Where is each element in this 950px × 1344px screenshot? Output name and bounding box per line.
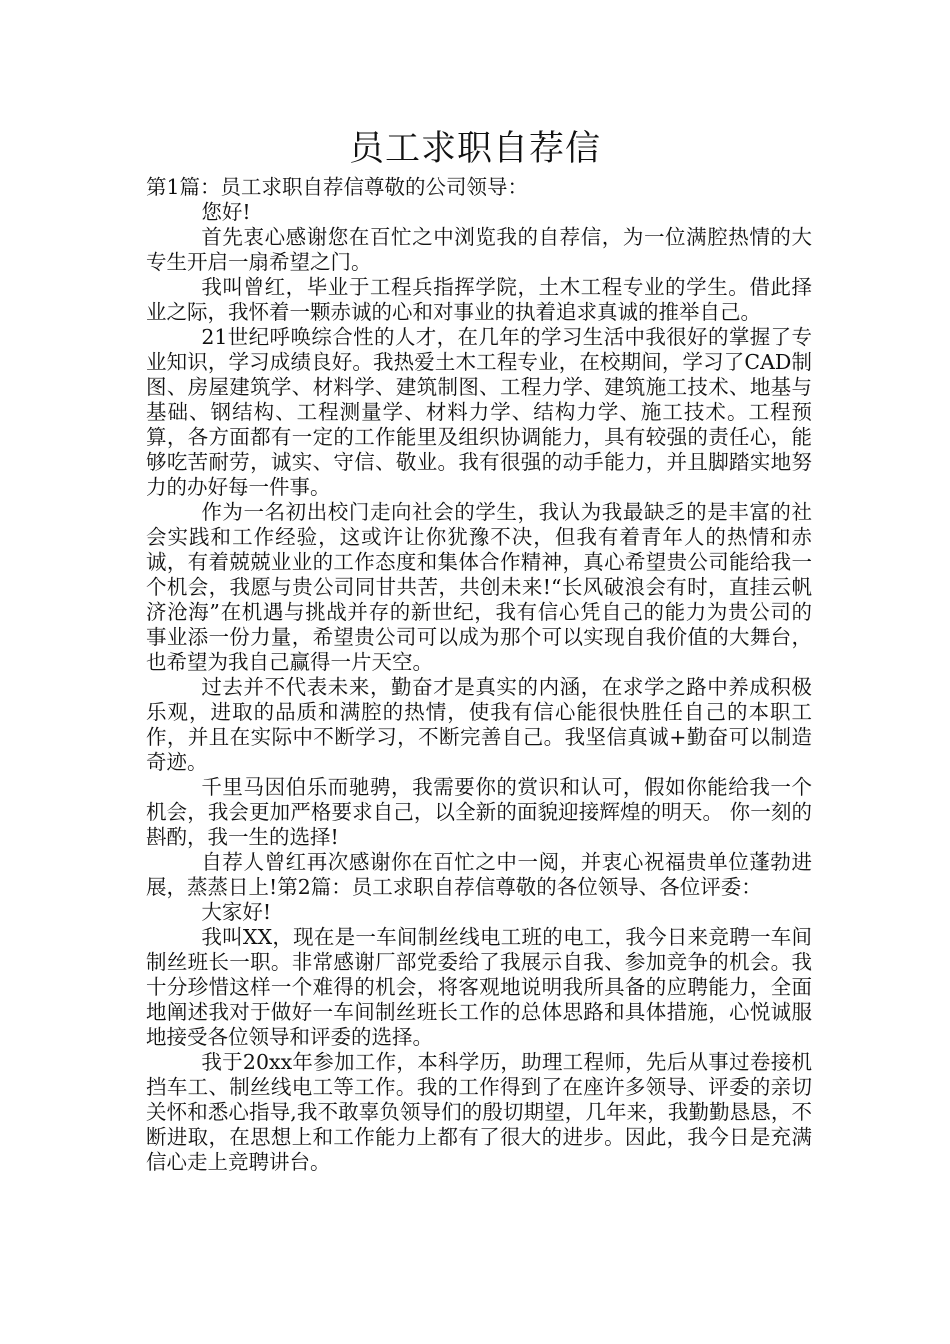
- paragraph: 您好!: [201, 200, 251, 224]
- paragraph: 第1篇：员工求职自荐信尊敬的公司领导：: [146, 175, 529, 199]
- paragraph: 我于20xx年参加工作，本科学历，助理工程师，先后从事过卷接机挡车工、制丝线电工等工作。我的工作得到了在座许多领导、评委的亲切关怀和悉心指导,我不敢辜负领导们的殷切期望，几年来，我勤勤恳恳，不断进取，在思想上和工作能力上都有了很大的进步。因此，我今日是充满信心走上竞聘讲台。: [146, 1050, 812, 1174]
- paragraph: 大家好!: [201, 900, 272, 924]
- paragraph: 首先衷心感谢您在百忙之中浏览我的自荐信，为一位满腔热情的大专生开启一扇希望之门。: [146, 225, 812, 274]
- document-body: [146, 175, 812, 1175]
- document-title: 员工求职自荐信: [348, 129, 601, 169]
- paragraph: 我叫XX，现在是一车间制丝线电工班的电工，我今日来竞聘一车间制丝班长一职。非常感谢厂部党委给了我展示自我、参加竞争的机会。我十分珍惜这样一个难得的机会，将客观地说明我所具备的应聘能力，全面地阐述我对于做好一车间制丝班长工作的总体思路和具体措施，心悦诚服地接受各位领导和评委的选择。: [146, 925, 812, 1049]
- paragraph: 自荐人曾红再次感谢你在百忙之中一阅，并衷心祝福贵单位蓬勃进展，蒸蒸日上!第2篇：员工求职自荐信尊敬的各位领导、各位评委：: [146, 850, 812, 899]
- paragraph: 千里马因伯乐而驰骋，我需要你的赏识和认可，假如你能给我一个机会，我会更加严格要求自己，以全新的面貌迎接辉煌的明天。 你一刻的斟酌，我一生的选择!: [146, 775, 812, 849]
- paragraph: 21世纪呼唤综合性的人才，在几年的学习生活中我很好的掌握了专业知识，学习成绩良好。我热爱土木工程专业，在校期间，学习了CAD制图、房屋建筑学、材料学、建筑制图、工程力学、建筑施工技术、地基与基础、钢结构、工程测量学、材料力学、结构力学、施工技术。工程预算，各方面都有一定的工作能里及组织协调能力，具有较强的责任心，能够吃苦耐劳，诚实、守信、敬业。我有很强的动手能力，并且脚踏实地努力的办好每一件事。: [146, 325, 812, 499]
- paragraph: 作为一名初出校门走向社会的学生，我认为我最缺乏的是丰富的社会实践和工作经验，这或许让你犹豫不决，但我有着青年人的热情和赤诚，有着兢兢业业的工作态度和集体合作精神，真心希望贵公司能给我一个机会，我愿与贵公司同甘共苦，共创未来!“长风破浪会有时，直挂云帆济沧海”在机遇与挑战并存的新世纪，我有信心凭自己的能力为贵公司的事业添一份力量，希望贵公司可以成为那个可以实现自我价值的大舞台，也希望为我自己赢得一片天空。: [146, 500, 812, 674]
- paragraph: 过去并不代表未来，勤奋才是真实的内涵，在求学之路中养成积极乐观，进取的品质和满腔的热情，使我有信心能很快胜任自己的本职工作，并且在实际中不断学习，不断完善自己。我坚信真诚+勤奋可以制造奇迹。: [146, 675, 812, 774]
- paragraph: 我叫曾红，毕业于工程兵指挥学院，土木工程专业的学生。借此择业之际，我怀着一颗赤诚的心和对事业的执着追求真诚的推举自己。: [146, 275, 812, 324]
